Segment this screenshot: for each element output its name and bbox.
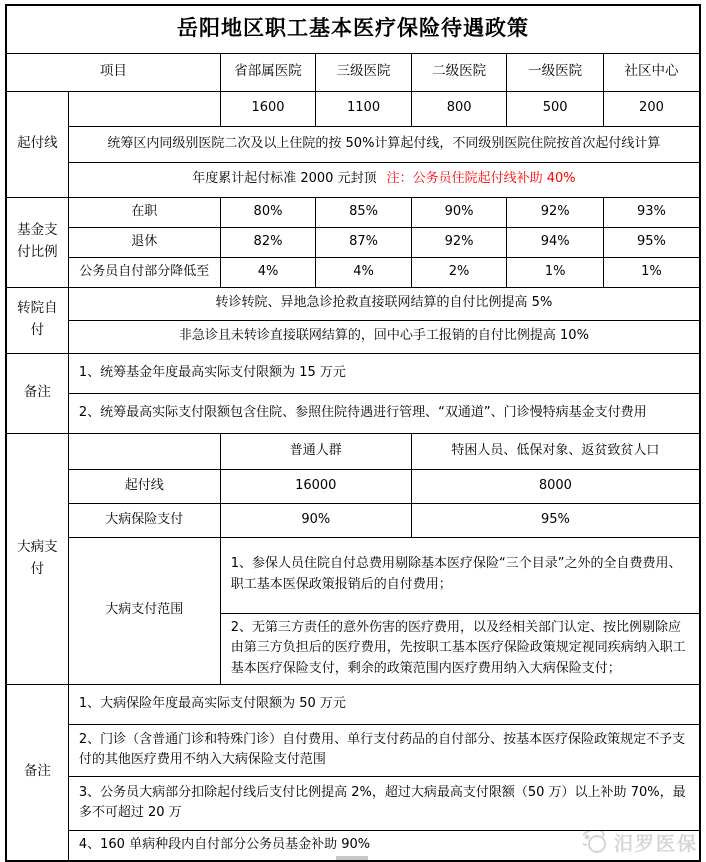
note-item: 2、门诊（含普通门诊和特殊门诊）自付费用、单行支付药品的自付部分、按基本医疗保险政策规定不予支付的其他医疗费用不纳入大病保险支付范围 — [68, 724, 700, 776]
empty-cell — [68, 91, 220, 126]
section-label-serious-illness: 大病支付 — [6, 433, 68, 684]
col-header-hospital: 二级医院 — [411, 53, 507, 91]
deductible-value: 500 — [507, 91, 604, 126]
note-item: 2、统筹最高实际支付限额包含住院、参照住院待遇进行管理、“双通道”、门诊慢特病基金支付费用 — [68, 393, 700, 433]
section-label-notes1: 备注 — [6, 353, 68, 433]
transfer-note: 非急诊且未转诊直接联网结算的，回中心手工报销的自付比例提高 10% — [68, 320, 700, 353]
section-label-notes2: 备注 — [6, 684, 68, 860]
deductible-value: 800 — [411, 91, 507, 126]
ratio-value: 82% — [220, 227, 316, 257]
note-item: 3、公务员大病部分扣除起付线后支付比例提高 2%，超过大病最高支付限额（50 万）以上补助 70%，最多不可超过 20 万 — [68, 776, 700, 830]
scope-item: 2、无第三方责任的意外伤害的医疗费用，以及经相关部门认定、按比例剔除应由第三方负担后的医疗费用，先按职工基本医疗保险政策规定视同疾病纳入职工基本医疗保险支付，剩余的政策范围内医疗费用纳入大病保险支付； — [220, 613, 700, 684]
note-item: 1、统筹基金年度最高实际支付限额为 15 万元 — [68, 353, 700, 393]
ratio-value: 85% — [316, 197, 412, 227]
page-title: 岳阳地区职工基本医疗保险待遇政策 — [6, 5, 700, 53]
ratio-value: 4% — [220, 257, 316, 287]
policy-sheet — [5, 4, 701, 862]
note-item: 1、大病保险年度最高实际支付限额为 50 万元 — [68, 684, 700, 724]
ratio-value: 92% — [507, 197, 604, 227]
group-header-poverty: 特困人员、低保对象、返贫致贫人口 — [411, 433, 700, 469]
row-label-insurance-pay: 大病保险支付 — [68, 503, 220, 537]
deductible-value: 1600 — [220, 91, 316, 126]
deductible-value: 200 — [603, 91, 700, 126]
page-break-artifact — [336, 856, 368, 860]
note-item: 4、160 单病种段内自付部分公务员基金补助 90% — [68, 830, 700, 860]
deductible-cap-note — [68, 162, 700, 197]
deductible-value: 1100 — [316, 91, 412, 126]
row-label-scope: 大病支付范围 — [68, 537, 220, 684]
section-label-fund-ratio: 基金支付比例 — [6, 197, 68, 287]
section-label-transfer: 转院自付 — [6, 287, 68, 353]
ratio-value: 90% — [411, 197, 507, 227]
serious-pay-value: 90% — [220, 503, 411, 537]
policy-table — [5, 4, 701, 862]
section-label-deductible: 起付线 — [6, 91, 68, 197]
ratio-value: 2% — [411, 257, 507, 287]
serious-deductible-value: 16000 — [220, 469, 411, 503]
civil-servant-subsidy-note: 注：公务员住院起付线补助 40% — [386, 171, 576, 187]
row-label-retired: 退休 — [68, 227, 220, 257]
deductible-cap-text: 年度累计起付标准 2000 元封顶 — [192, 171, 377, 187]
serious-pay-value: 95% — [411, 503, 700, 537]
ratio-value: 94% — [507, 227, 604, 257]
col-header-hospital: 三级医院 — [316, 53, 412, 91]
row-label-active: 在职 — [68, 197, 220, 227]
ratio-value: 4% — [316, 257, 412, 287]
ratio-value: 1% — [603, 257, 700, 287]
col-header-hospital: 社区中心 — [603, 53, 700, 91]
ratio-value: 92% — [411, 227, 507, 257]
col-header-project: 项目 — [6, 53, 220, 91]
transfer-note: 转诊转院、异地急诊抢救直接联网结算的自付比例提高 5% — [68, 287, 700, 320]
row-label-deductible: 起付线 — [68, 469, 220, 503]
group-header-general: 普通人群 — [220, 433, 411, 469]
deductible-note: 统筹区内同级别医院二次及以上住院的按 50%计算起付线，不同级别医院住院按首次起付线计算 — [68, 126, 700, 162]
col-header-hospital: 一级医院 — [507, 53, 604, 91]
row-label-civil-servant: 公务员自付部分降低至 — [68, 257, 220, 287]
watermark-text: 汨罗医保 — [613, 833, 698, 855]
ratio-value: 93% — [603, 197, 700, 227]
col-header-hospital: 省部属医院 — [220, 53, 316, 91]
serious-deductible-value: 8000 — [411, 469, 700, 503]
ratio-value: 1% — [507, 257, 604, 287]
ratio-value: 80% — [220, 197, 316, 227]
ratio-value: 87% — [316, 227, 412, 257]
ratio-value: 95% — [603, 227, 700, 257]
empty-cell — [68, 433, 220, 469]
scope-item: 1、参保人员住院自付总费用剔除基本医疗保险“三个目录”之外的全自费费用、职工基本医保政策报销后的自付费用； — [220, 537, 700, 613]
